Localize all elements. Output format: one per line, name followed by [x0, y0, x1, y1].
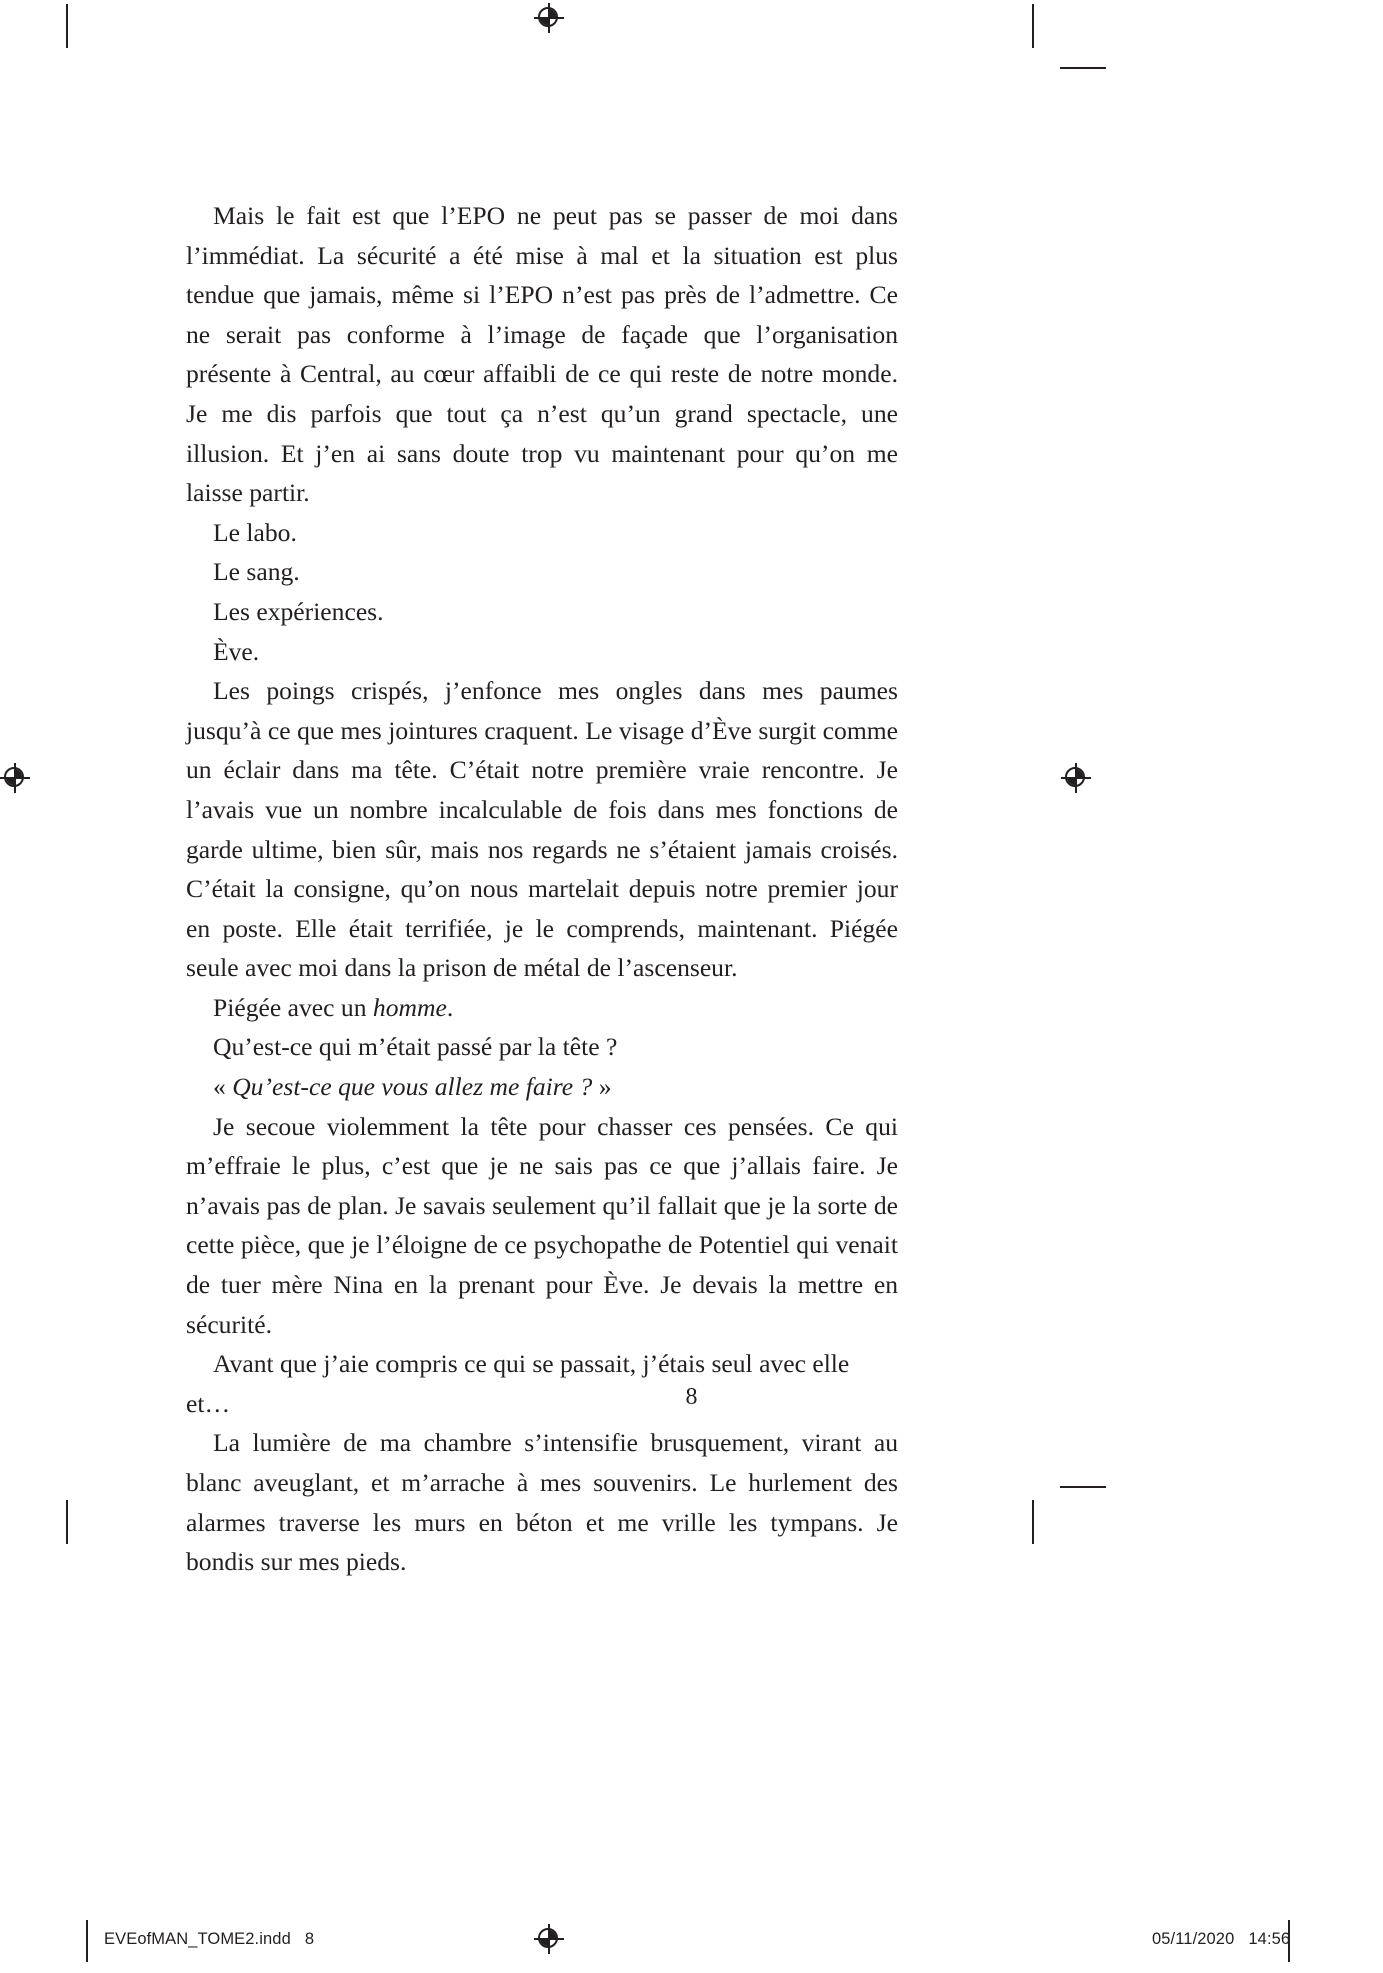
text-run: Je secoue violemment la tête pour chasser ces pensées. Ce qui m’effraie le plus, c’est que je ne sais pas ce que j’allais faire. Je n’avais pas de plan. Je savais seulement qu’il fallait que je la sorte de cette pièce, que je l’éloigne de ce psychopathe de Potentiel qui venait de tuer mère Nina en la prenant pour Ève. Je devais la mettre en sécurité. [186, 1111, 898, 1339]
registration-target-left-icon [0, 763, 30, 793]
body-paragraph [186, 988, 898, 1028]
body-paragraph [186, 196, 898, 513]
registration-target-bottom-icon [534, 1924, 564, 1954]
registration-target-right-icon [1061, 763, 1091, 793]
emphasis-run: homme [372, 992, 447, 1022]
body-paragraph [186, 1423, 898, 1581]
body-paragraph [186, 632, 898, 672]
crop-mark-top-left [66, 4, 68, 48]
text-run: « [213, 1072, 233, 1102]
body-paragraph [186, 671, 898, 988]
text-run: La lumière de ma chambre s’intensifie brusquement, virant au blanc aveuglant, et m’arrache à mes souvenirs. Le hurlement des alarmes traverse les murs en béton et me vrille les tympans. Je bondis sur mes pieds. [186, 1428, 898, 1577]
text-run: Piégée avec un [213, 992, 373, 1022]
body-paragraph [186, 552, 898, 592]
text-run: » [592, 1072, 612, 1102]
crop-mark-bottom-right [1032, 1500, 1034, 1544]
footer-timestamp-slug: 05/11/2020 14:56 [1152, 1930, 1291, 1948]
crop-mark-right-bottom-horizontal [1060, 1486, 1106, 1488]
emphasis-run: Qu’est-ce que vous allez me faire ? [232, 1072, 593, 1102]
page-number: 8 [685, 1384, 698, 1410]
crop-mark-top-right [1032, 4, 1034, 48]
text-run: Le labo. [213, 517, 297, 547]
registration-target-top-icon [534, 3, 564, 33]
trim-rule-left [86, 1920, 88, 1962]
body-paragraph [186, 592, 898, 632]
body-paragraph [186, 1107, 898, 1345]
text-run: Le sang. [213, 557, 300, 587]
body-paragraph [186, 513, 898, 553]
body-paragraph [186, 1067, 898, 1107]
crop-mark-bottom-left [66, 1500, 68, 1544]
footer-file-slug: EVEofMAN_TOME2.indd 8 [104, 1930, 315, 1948]
body-text-block [186, 196, 898, 1582]
text-run: Qu’est-ce qui m’était passé par la tête ? [213, 1032, 618, 1062]
text-run: . [446, 992, 454, 1022]
crop-mark-right-top-horizontal [1060, 67, 1106, 69]
body-paragraph [186, 1027, 898, 1067]
text-run: Avant que j’aie compris ce qui se passait, j’étais seul avec elle et… [186, 1349, 850, 1418]
text-run: Les expériences. [213, 596, 384, 626]
text-run: Ève. [213, 636, 260, 666]
text-run: Mais le fait est que l’EPO ne peut pas se passer de moi dans l’immédiat. La sécurité a été mise à mal et la situation est plus tendue que jamais, même si l’EPO n’est pas près de l’admettre. Ce ne serait pas conforme à l’image de façade que l’organisation présente à Central, au cœur affaibli de ce qui reste de notre monde. Je me dis parfois que tout ça n’est qu’un grand spectacle, une illusion. Et j’en ai sans doute trop vu maintenant pour qu’on me laisse partir. [186, 201, 898, 508]
text-run: Les poings crispés, j’enfonce mes ongles dans mes paumes jusqu’à ce que mes jointures craquent. Le visage d’Ève surgit comme un éclair dans ma tête. C’était notre première vraie rencontre. Je l’avais vue un nombre incalculable de fois dans mes fonctions de garde ultime, bien sûr, mais nos regards ne s’étaient jamais croisés. C’était la consigne, qu’on nous martelait depuis notre premier jour en poste. Elle était terrifiée, je le comprends, maintenant. Piégée seule avec moi dans la prison de métal de l’ascenseur. [186, 676, 898, 983]
